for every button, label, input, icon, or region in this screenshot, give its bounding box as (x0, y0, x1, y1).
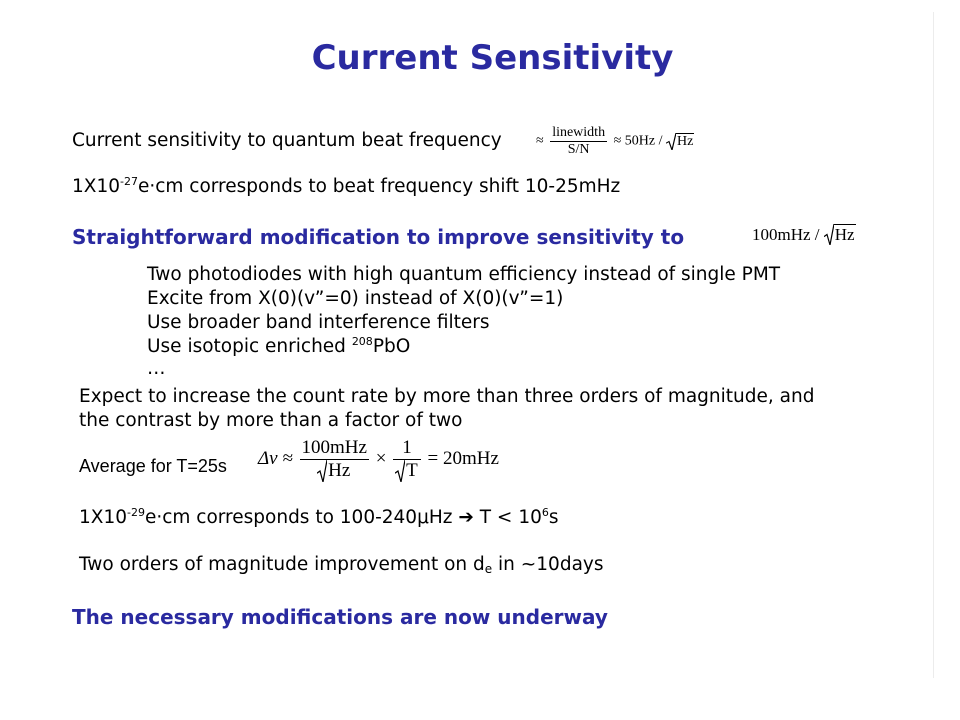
edm-time: T < 10 (473, 507, 542, 528)
beat-shift-post: e·cm corresponds to beat frequency shift 10-25mHz (137, 176, 621, 197)
linewidth-fraction (550, 125, 607, 158)
radicand-3: Hz (328, 460, 351, 481)
formula-result: = 20mHz (427, 447, 499, 469)
arrow-icon: ➔ (458, 507, 474, 528)
radical-sign-2 (824, 224, 834, 245)
sqrt-hz (666, 133, 694, 150)
slide-title: Current Sensitivity (311, 38, 674, 78)
beat-shift-text (72, 176, 620, 198)
target-value: 100mHz / (752, 225, 820, 244)
current-sensitivity-text: Current sensitivity to quantum beat frequency (72, 130, 502, 151)
fraction-2-numerator: 1 (402, 437, 412, 458)
improve-post: in ~10days (492, 554, 604, 575)
edm-time-exponent: 6 (541, 506, 549, 519)
radicand: Hz (676, 133, 694, 149)
sqrt-t (395, 460, 419, 482)
times-symbol: × (375, 447, 387, 469)
fraction-numerator: linewidth (552, 125, 606, 140)
approx-value: ≈ 50Hz / (613, 133, 663, 149)
fraction-denominator: S/N (550, 141, 607, 158)
radical-sign (666, 133, 676, 150)
radicand-2: Hz (834, 225, 855, 244)
list-item: Two photodiodes with high quantum efficiency instead of single PMT (147, 264, 781, 285)
radical-sign-4 (395, 460, 405, 482)
fraction-2-denominator (393, 459, 421, 482)
edm-line (79, 507, 559, 529)
list-item: Excite from X(0)(v”=0) instead of X(0)(v”=1) (147, 288, 564, 309)
improvement-line (79, 554, 604, 576)
fraction-1-denominator (300, 459, 369, 482)
edm-pre: 1X10 (79, 507, 127, 528)
beat-shift-pre: 1X10 (72, 176, 120, 197)
approx-symbol: ≈ (536, 133, 544, 149)
delta-nu: Δν ≈ (258, 447, 293, 469)
radicand-4: T (406, 460, 418, 481)
fraction-1-numerator: 100mHz (301, 437, 367, 458)
edm-seconds: s (548, 507, 559, 528)
improve-pre: Two orders of magnitude improvement on d (79, 554, 485, 575)
radical-sign-3 (317, 460, 327, 482)
isotope-pre: Use isotopic enriched (147, 336, 352, 357)
average-formula (258, 437, 499, 482)
sensitivity-formula (536, 125, 694, 158)
expect-line-2: the contrast by more than a factor of two (79, 410, 463, 431)
beat-shift-exponent: -27 (119, 175, 138, 188)
isotope-mass: 208 (351, 335, 373, 348)
modification-heading: Straightforward modification to improve sensitivity to (72, 225, 685, 249)
target-sensitivity-formula (752, 224, 856, 245)
underway-heading: The necessary modifications are now underway (72, 605, 608, 629)
sqrt-hz-2 (824, 224, 856, 245)
list-item-isotope (147, 336, 410, 358)
average-label: Average for T=25s (79, 456, 227, 476)
right-divider (933, 12, 934, 678)
fraction-2 (393, 437, 421, 482)
fraction-1 (300, 437, 369, 482)
edm-exponent: -29 (126, 506, 145, 519)
list-item: Use broader band interference filters (147, 312, 490, 333)
sqrt-hz-3 (317, 460, 351, 482)
expect-line-1: Expect to increase the count rate by more than three orders of magnitude, and (79, 386, 815, 407)
improve-subscript: e (484, 562, 493, 576)
edm-mid: e·cm corresponds to 100-240μHz (144, 507, 459, 528)
isotope-post: PbO (372, 336, 411, 357)
list-ellipsis: … (147, 358, 166, 379)
